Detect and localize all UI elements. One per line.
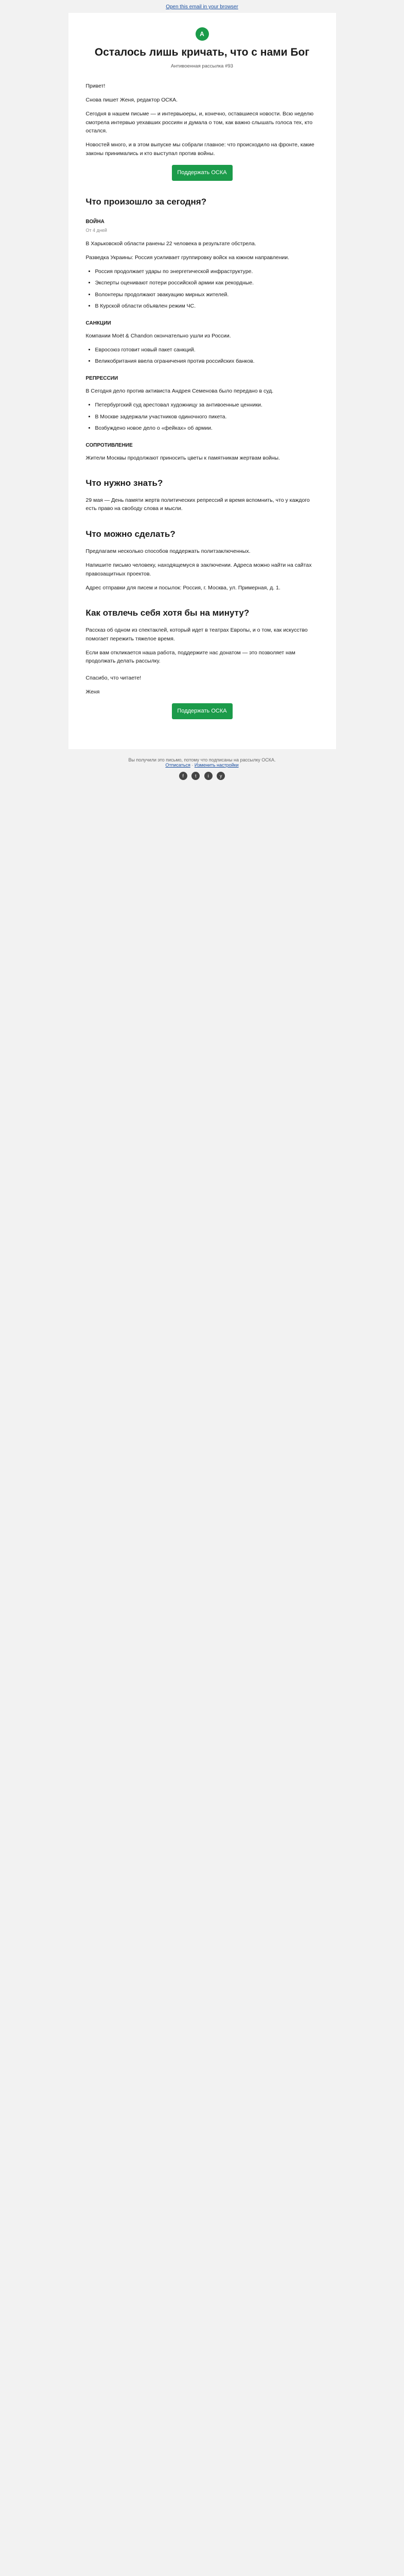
list-item: • Евросоюз готовит новый пакет санкций. (95, 346, 319, 354)
news-paragraph: Разведка Украины: Россия усиливает группировку войск на южном направлении. (85, 254, 290, 261)
donate-button[interactable]: Поддержать ОСКА (172, 165, 233, 181)
action-paragraph: Напишите письмо человеку, находящемуся в заключении. Адреса можно найти на сайтах правозащитных проектов. (85, 562, 312, 577)
section-label: САНКЦИИ (85, 320, 111, 327)
sign-line: Спасибо, что читаете! (85, 674, 142, 681)
footer: Вы получили это письмо, потому что подписаны на рассылку ОСКА. Отписаться · Изменить настройки f t i y (68, 749, 336, 792)
instagram-icon[interactable]: i (204, 772, 213, 780)
list-item: • В Москве задержали участников одиночного пикета. (95, 413, 319, 421)
list-item: • Волонтеры продолжают эвакуацию мирных жителей. (95, 291, 319, 299)
news-paragraph: В Харьковской области ранены 22 человека в результате обстрела. (85, 240, 256, 247)
section-title: Что произошло за сегодня? (85, 196, 207, 207)
section-title: Что можно сделать? (85, 529, 175, 539)
section-label: ВОЙНА (85, 219, 104, 225)
issue-subtitle: Антивоенная рассылка #93 (171, 63, 233, 70)
topbar (0, 0, 404, 13)
youtube-icon[interactable]: y (217, 772, 225, 780)
email-body (68, 13, 336, 749)
list-item: • Возбуждено новое дело о «фейках» об армии. (95, 424, 319, 432)
signature (86, 674, 319, 697)
list-item: • Эксперты оценивают потери российской армии как рекордные. (95, 279, 319, 287)
footer-note: Вы получили это письмо, потому что подписаны на рассылку ОСКА. (128, 757, 276, 763)
list-item: • Великобритания ввела ограничения против российских банков. (95, 357, 319, 365)
unsubscribe-link[interactable]: Отписаться (165, 762, 190, 768)
editor-line: Снова пишет Женя, редактор ОСКА. (85, 97, 178, 104)
section-title: Что нужно знать? (85, 478, 163, 488)
facebook-icon[interactable]: f (179, 772, 187, 780)
preferences-link[interactable]: Изменить настройки (194, 762, 239, 768)
news-list (86, 267, 319, 310)
intro-paragraph: Сегодня в нашем письме — и интервьюеры, и, конечно, оставшиеся новости. Всю неделю смотрела интервью уехавших россиян и думала о том, как важно слышать голоса тех, кто остался. (85, 111, 314, 134)
news-list (86, 401, 319, 432)
culture-paragraph: Рассказ об одном из спектаклей, который идет в театрах Европы, и о том, как искусство помогает пережить тяжелое время. (85, 627, 308, 642)
news-paragraph: Жители Москвы продолжают приносить цветы к памятникам жертвам войны. (85, 454, 280, 461)
social-row (68, 772, 336, 780)
news-paragraph: Компании Moët & Chandon окончательно ушли из России. (85, 332, 231, 339)
section-label: СОПРОТИВЛЕНИЕ (85, 443, 133, 449)
browser-link[interactable]: Open this email in your browser (166, 4, 238, 10)
list-item: • Россия продолжает удары по энергетической инфраструктуре. (95, 267, 319, 276)
section-meta: От 4 дней (85, 227, 107, 233)
action-paragraph: Адрес отправки для писем и посылок: Россия, г. Москва, ул. Примерная, д. 1. (85, 584, 280, 591)
news-list (86, 346, 319, 366)
logo-icon: A (196, 27, 209, 41)
intro-paragraph: Новостей много, и в этом выпуске мы собрали главное: что происходило на фронте, какие законы принимались и кто выступал против войны. (85, 142, 314, 157)
info-paragraph: 29 мая — День памяти жертв политических репрессий и время вспомнить, что у каждого есть право на свободу слова и мысли. (85, 497, 310, 512)
logo-row (86, 27, 319, 41)
action-paragraph: Предлагаем несколько способов поддержать политзаключенных. (85, 548, 251, 555)
greeting: Привет! (85, 82, 106, 89)
donate-button-bottom[interactable]: Поддержать ОСКА (172, 703, 233, 719)
section-title: Как отвлечь себя хотя бы на минуту? (85, 608, 250, 618)
news-paragraph: В Сегодня дело против активиста Андрея Семенова было передано в суд. (85, 387, 274, 394)
hero-title: Осталось лишь кричать, что с нами Бог (94, 46, 310, 58)
twitter-icon[interactable]: t (191, 772, 200, 780)
sign-name: Женя (85, 688, 100, 695)
list-item: • Петербургский суд арестовал художницу за антивоенные ценники. (95, 401, 319, 409)
support-paragraph: Если вам откликается наша работа, поддержите нас донатом — это позволяет нам продолжать делать рассылку. (85, 649, 295, 665)
section-label: РЕПРЕССИИ (85, 376, 118, 382)
list-item: • В Курской области объявлен режим ЧС. (95, 302, 319, 310)
